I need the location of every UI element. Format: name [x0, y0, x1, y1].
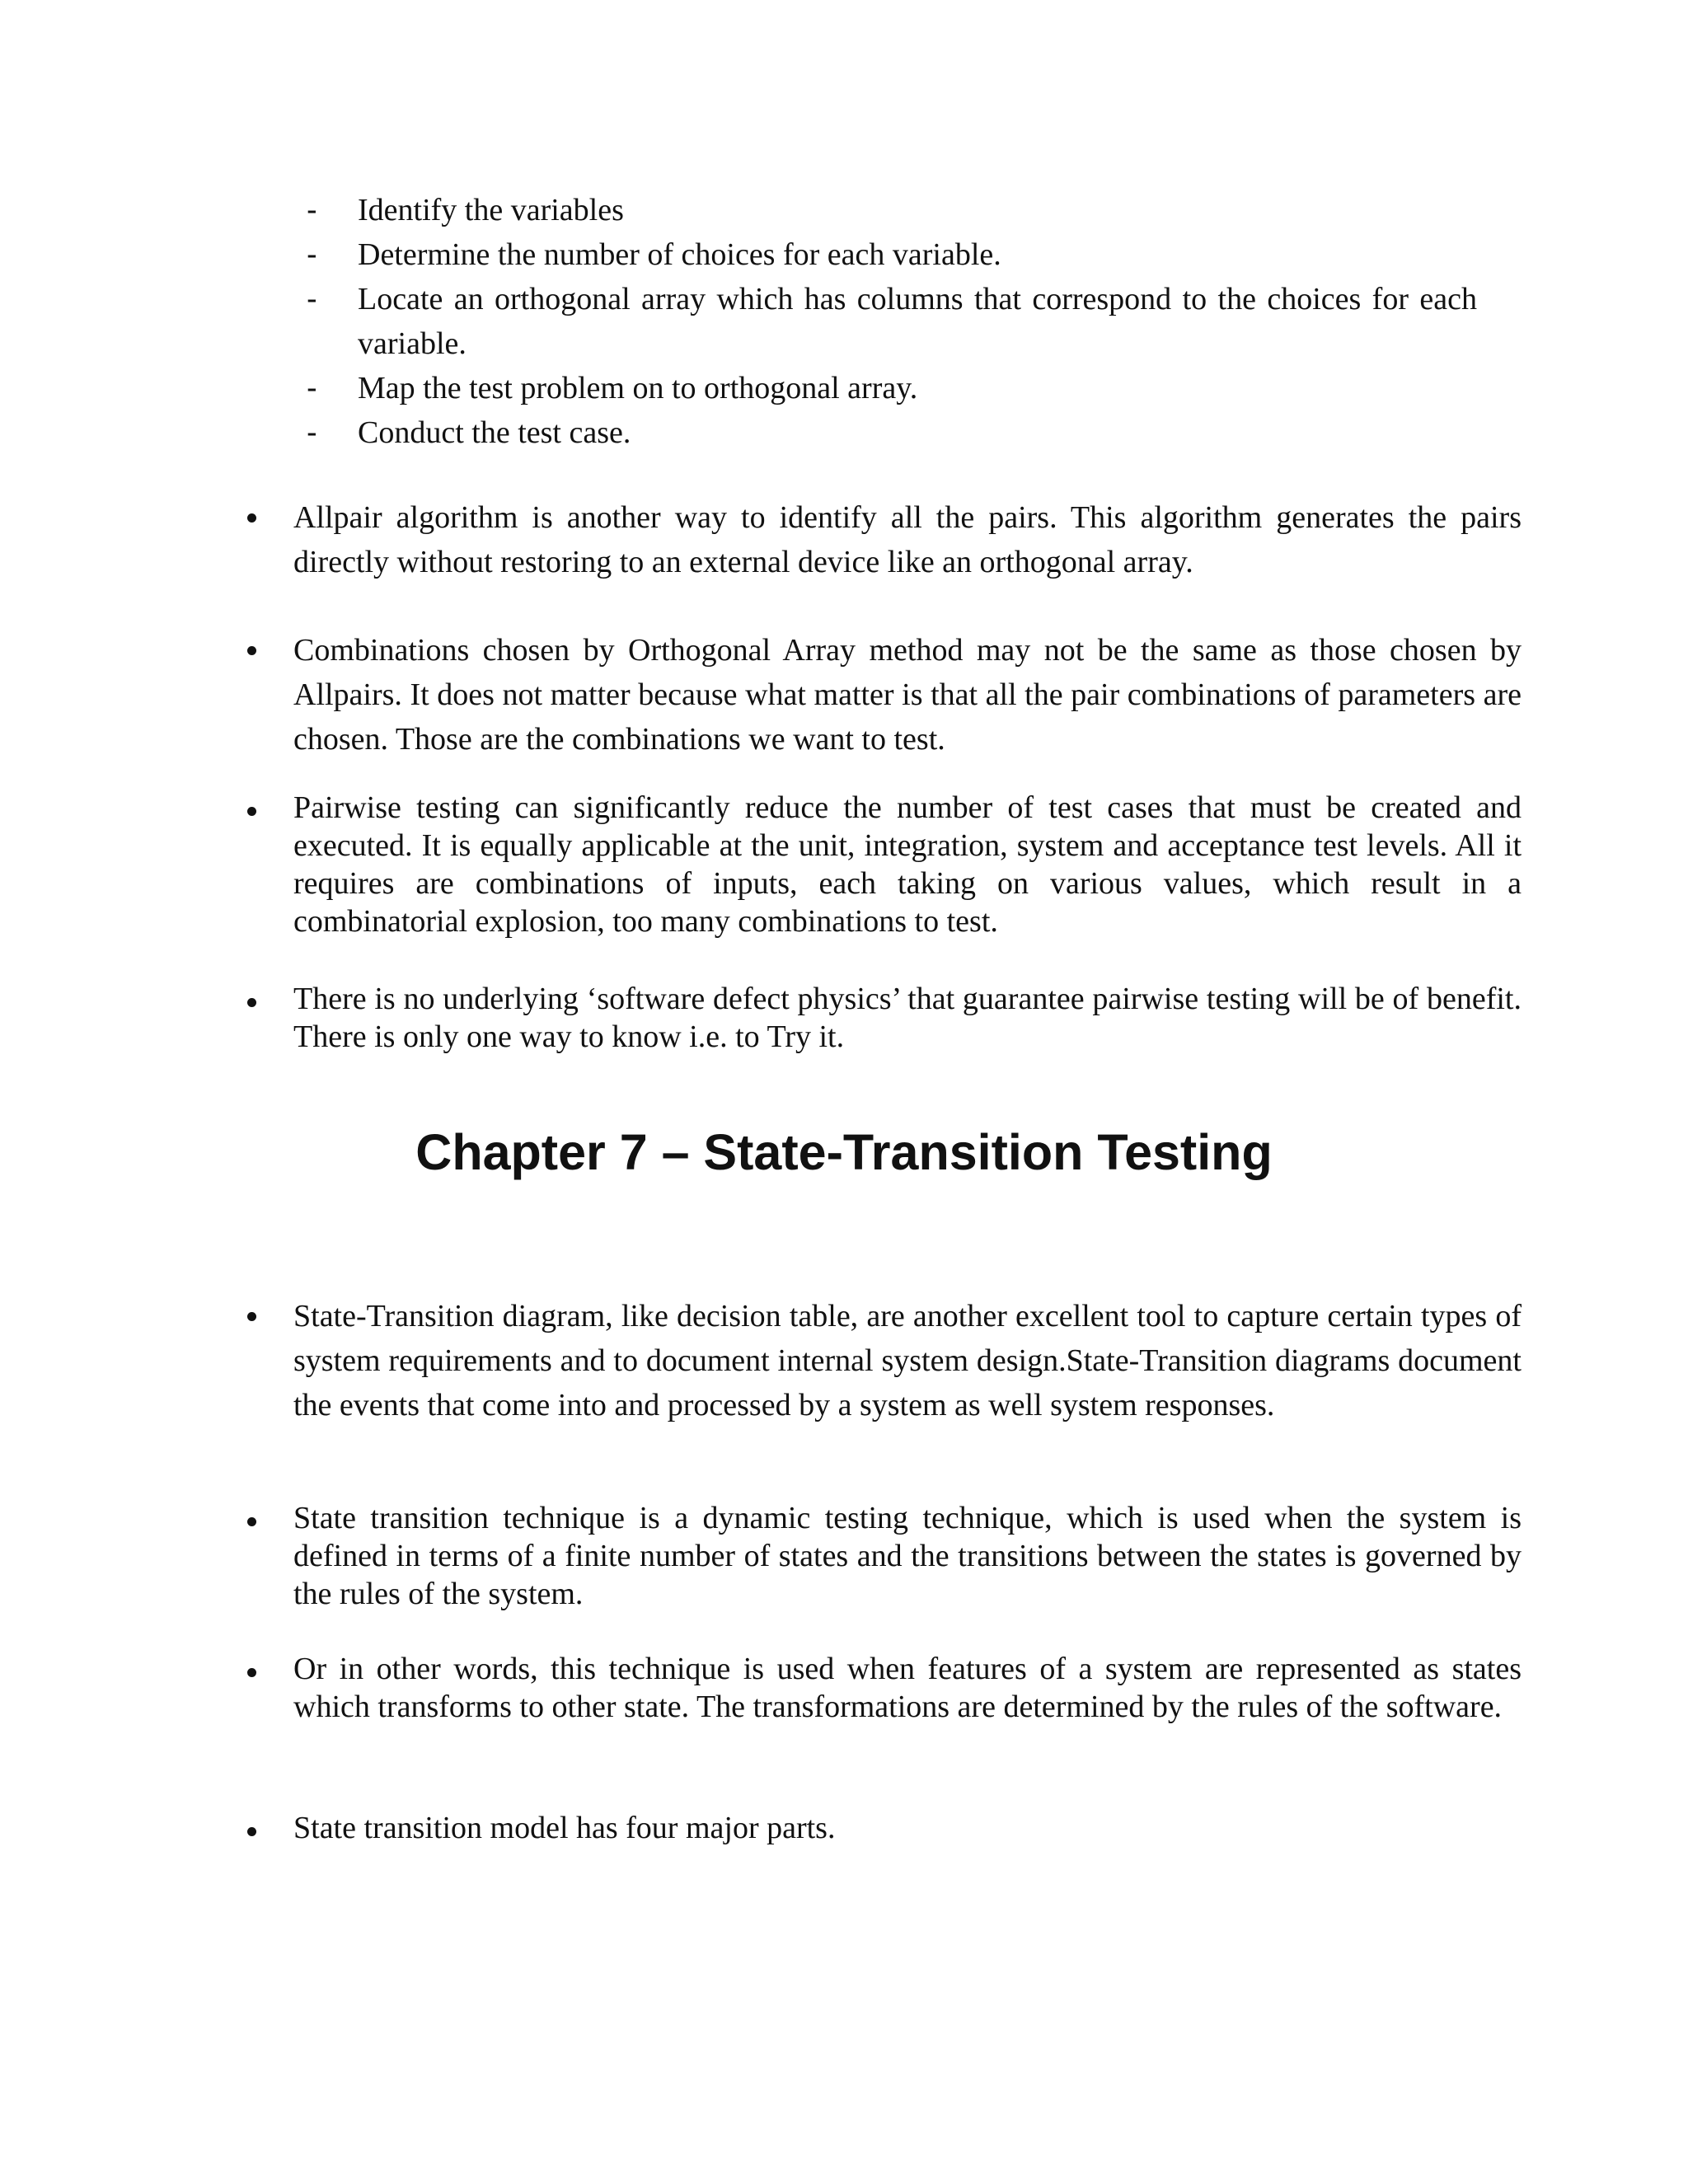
bullet-paragraph — [241, 789, 1522, 940]
step-text: Map the test problem on to orthogonal array. — [358, 371, 918, 405]
bullet-paragraph — [241, 1809, 1522, 1847]
dash-marker: - — [307, 371, 317, 405]
bullet-dot — [247, 807, 256, 816]
step-text: Determine the number of choices for each variable. — [358, 237, 1001, 272]
paragraph-text: Pairwise testing can significantly reduce the number of test cases that must be created and executed. It is equally applicable at the unit, integration, system and acceptance test levels. All it requires are combinations of inputs, each taking on various values, which result in a combinatorial explosion, too many combinations to test. — [293, 790, 1522, 939]
paragraph-text: Allpair algorithm is another way to identify all the pairs. This algorithm generates the pairs directly without restoring to an external device like an orthogonal array. — [293, 500, 1522, 579]
list-item — [307, 188, 1477, 232]
bullet-dot — [247, 998, 256, 1007]
bullet-paragraph — [241, 1294, 1522, 1427]
paragraph-text: State transition technique is a dynamic testing technique, which is used when the system is defined in terms of a finite number of states and the transitions between the states is governed by the rules of the system. — [293, 1501, 1522, 1611]
step-text: Identify the variables — [358, 193, 624, 227]
bullet-dot — [247, 513, 256, 523]
paragraph-text: Combinations chosen by Orthogonal Array method may not be the same as those chosen by Allpairs. It does not matter because what matter is that all the pair combinations of parameters are chosen. Those are the combinations we want to test. — [293, 633, 1522, 757]
dash-marker: - — [307, 415, 317, 450]
bullet-dot — [247, 1517, 256, 1526]
bullet-paragraph — [241, 1650, 1522, 1726]
dash-marker: - — [307, 193, 317, 227]
list-item — [307, 277, 1477, 366]
step-text: Conduct the test case. — [358, 415, 631, 450]
dash-marker: - — [307, 282, 317, 316]
step-text: Locate an orthogonal array which has columns that correspond to the choices for each variable. — [358, 282, 1477, 361]
steps-list — [307, 188, 1477, 455]
bullet-dot — [247, 646, 256, 655]
paragraph-text: State transition model has four major parts. — [293, 1811, 836, 1845]
paragraph-text: State-Transition diagram, like decision table, are another excellent tool to capture certain types of system requirements and to document internal system design.State-Transition diagrams document the events that come into and processed by a system as well system responses. — [293, 1299, 1522, 1422]
paragraph-text: Or in other words, this technique is used when features of a system are represented as states which transforms to other state. The transformations are determined by the rules of the software. — [293, 1652, 1522, 1724]
bullet-dot — [247, 1668, 256, 1677]
bullet-paragraph — [241, 495, 1522, 584]
bullet-paragraph — [241, 628, 1522, 762]
list-item — [307, 410, 1477, 455]
bullet-paragraph — [241, 1499, 1522, 1613]
list-item — [307, 232, 1477, 277]
list-item — [307, 366, 1477, 410]
bullet-dot — [247, 1827, 256, 1836]
chapter-title: Chapter 7 – State-Transition Testing — [415, 1124, 1273, 1180]
bullet-dot — [247, 1312, 256, 1321]
paragraph-text: There is no underlying ‘software defect physics’ that guarantee pairwise testing will be of benefit. There is only one way to know i.e. to Try it. — [293, 982, 1522, 1054]
dash-marker: - — [307, 237, 317, 272]
bullet-paragraph — [241, 980, 1522, 1056]
